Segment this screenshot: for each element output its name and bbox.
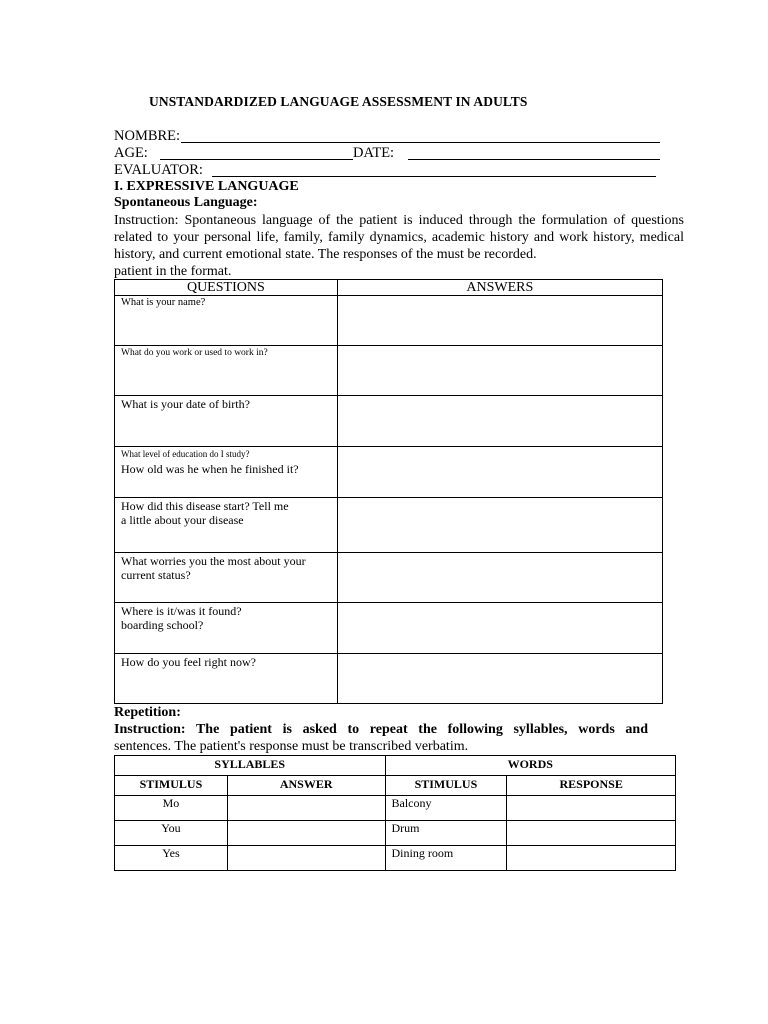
question-cell: What worries you the most about your current status?	[115, 553, 338, 603]
answer-cell[interactable]	[337, 346, 662, 396]
question-cell: What is your date of birth?	[115, 396, 338, 447]
answer-cell[interactable]	[337, 296, 662, 346]
answer-cell[interactable]	[337, 396, 662, 447]
question-cell: What level of education do I study? How old was he when he finished it?	[115, 447, 338, 498]
spontaneous-instruction-text: Instruction: Spontaneous language of the patient is induced through the formulation of questions related to your personal life, family, family dynamics, academic history and work history, medical history, and current emotional state. The responses of the must be recorded.	[114, 213, 684, 262]
word-response-cell[interactable]	[507, 821, 676, 846]
word-stimulus: Dining room	[385, 846, 507, 871]
answer-cell[interactable]	[337, 654, 662, 704]
evaluator-field[interactable]	[212, 176, 656, 177]
syllable-answer-cell[interactable]	[227, 846, 385, 871]
repetition-instruction-rest: sentences. The patient's response must be transcribed verbatim.	[114, 739, 469, 754]
question-cell: How do you feel right now?	[115, 654, 338, 704]
syllable-answer-header: ANSWER	[227, 776, 385, 796]
table-column-header-row	[115, 776, 676, 796]
table-row	[115, 447, 663, 498]
document-title: UNSTANDARDIZED LANGUAGE ASSESSMENT IN ADULTS	[149, 94, 528, 109]
question-cell: How did this disease start? Tell me a little about your disease	[115, 498, 338, 553]
word-response-cell[interactable]	[507, 796, 676, 821]
table-row	[115, 296, 663, 346]
word-stimulus-header: STIMULUS	[385, 776, 507, 796]
answer-cell[interactable]	[337, 603, 662, 654]
date-label: DATE:	[353, 145, 395, 161]
questions-answers-table	[114, 279, 663, 704]
nombre-field[interactable]	[181, 142, 660, 143]
date-field[interactable]	[408, 159, 660, 160]
table-row	[115, 603, 663, 654]
table-group-header-row	[115, 756, 676, 776]
repetition-table	[114, 755, 676, 871]
word-response-header: RESPONSE	[507, 776, 676, 796]
syllable-answer-cell[interactable]	[227, 796, 385, 821]
spontaneous-instruction-tail: patient in the format.	[114, 264, 232, 279]
table-row	[115, 553, 663, 603]
words-header: WORDS	[385, 756, 676, 776]
question-cell: What do you work or used to work in?	[115, 346, 338, 396]
table-row	[115, 821, 676, 846]
answer-cell[interactable]	[337, 498, 662, 553]
syllable-stimulus: Yes	[115, 846, 228, 871]
nombre-label: NOMBRE:	[114, 128, 181, 144]
answer-cell[interactable]	[337, 553, 662, 603]
table-row	[115, 498, 663, 553]
age-label: AGE:	[114, 145, 148, 161]
age-field[interactable]	[160, 159, 353, 160]
subheading-spontaneous: Spontaneous Language:	[114, 195, 258, 210]
answers-header: ANSWERS	[337, 280, 662, 296]
syllable-answer-cell[interactable]	[227, 821, 385, 846]
syllables-header: SYLLABLES	[115, 756, 386, 776]
table-row	[115, 396, 663, 447]
evaluator-label: EVALUATOR:	[114, 162, 203, 178]
word-response-cell[interactable]	[507, 846, 676, 871]
answer-cell[interactable]	[337, 447, 662, 498]
repetition-instruction-bold: Instruction: The patient is asked to repeat the following syllables, words and	[114, 722, 648, 737]
section-heading-expressive: I. EXPRESSIVE LANGUAGE	[114, 179, 299, 194]
spontaneous-instruction	[114, 212, 684, 280]
table-row	[115, 796, 676, 821]
table-row	[115, 846, 676, 871]
syllable-stimulus: You	[115, 821, 228, 846]
table-row	[115, 654, 663, 704]
syllable-stimulus-header: STIMULUS	[115, 776, 228, 796]
word-stimulus: Drum	[385, 821, 507, 846]
word-stimulus: Balcony	[385, 796, 507, 821]
question-cell: What is your name?	[115, 296, 338, 346]
syllable-stimulus: Mo	[115, 796, 228, 821]
table-header-row	[115, 280, 663, 296]
repetition-instruction	[114, 721, 648, 755]
question-cell: Where is it/was it found? boarding school?	[115, 603, 338, 654]
subheading-repetition: Repetition:	[114, 705, 181, 720]
questions-header: QUESTIONS	[115, 280, 338, 296]
table-row	[115, 346, 663, 396]
